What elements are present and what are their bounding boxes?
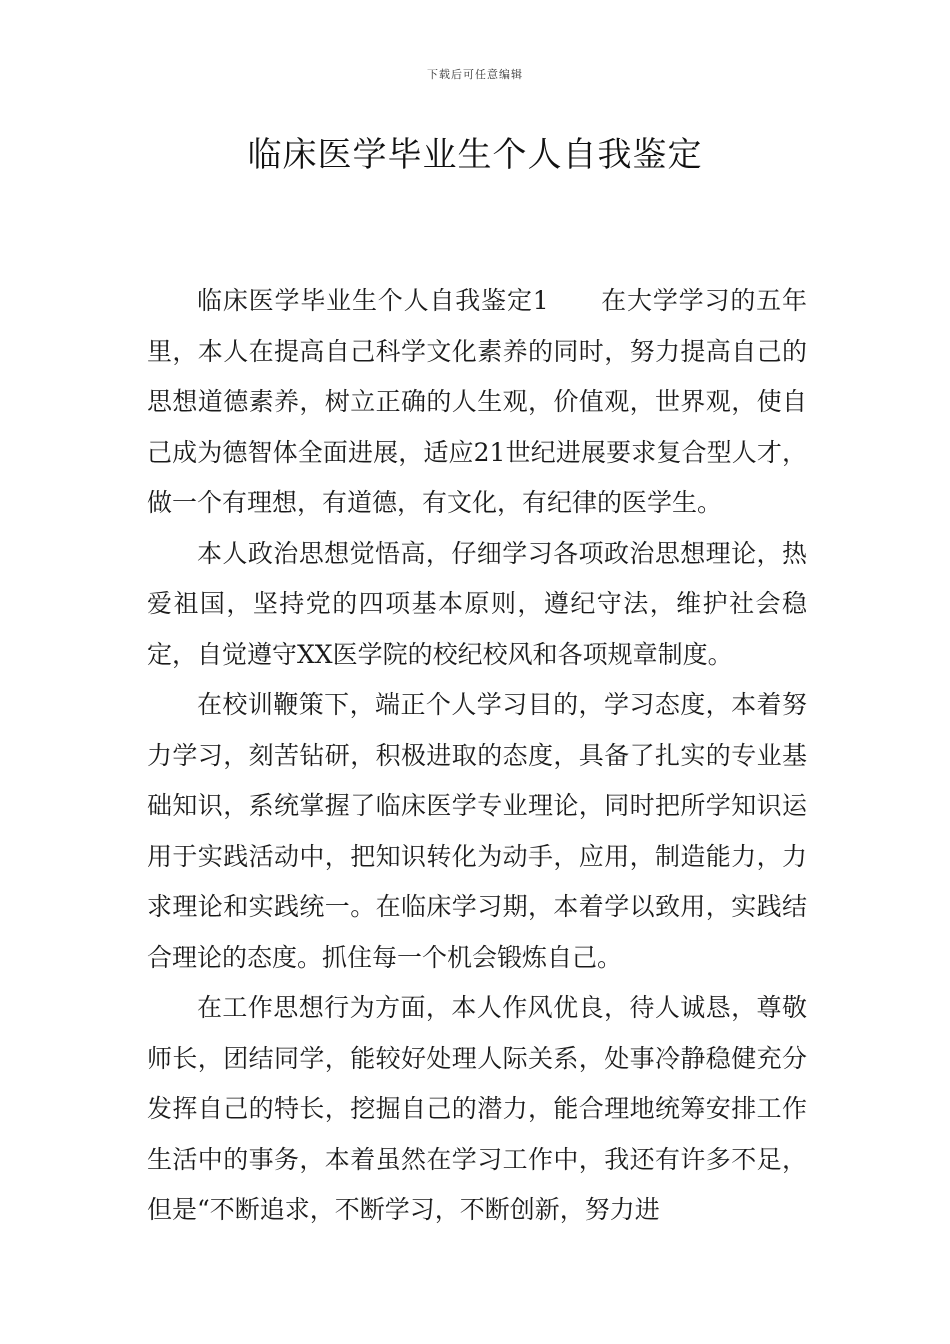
document-title: 临床医学毕业生个人自我鉴定	[247, 135, 703, 175]
paragraph-4: 在工作思想行为方面，本人作风优良，待人诚恳，尊敬师长，团结同学，能较好处理人际关系，处事冷静稳健充分发挥自己的特长，挖掘自己的潜力，能合理地统筹安排工作生活中的事务，本着虽然在学习工作中，我还有许多不足，但是“不断追求，不断学习，不断创新，努力进	[147, 993, 807, 1224]
paragraph-3: 在校训鞭策下，端正个人学习目的，学习态度，本着努力学习，刻苦钻研，积极进取的态度，具备了扎实的专业基础知识，系统掌握了临床医学专业理论，同时把所学知识运用于实践活动中，把知识转化为动手，应用，制造能力，力求理论和实践统一。在临床学习期，本着学以致用，实践结合理论的态度。抓住每一个机会锻炼自己。	[147, 690, 807, 972]
header-note: 下载后可任意编辑	[427, 68, 523, 81]
document-body	[147, 276, 807, 1236]
paragraph-1: 临床医学毕业生个人自我鉴定1 在大学学习的五年里，本人在提高自己科学文化素养的同时，努力提高自己的思想道德素养，树立正确的人生观，价值观，世界观，使自己成为德智体全面进展，适应21世纪进展要求复合型人才，做一个有理想，有道德，有文化，有纪律的医学生。	[147, 286, 807, 517]
paragraph-2: 本人政治思想觉悟高，仔细学习各项政治思想理论，热爱祖国，坚持党的四项基本原则，遵纪守法，维护社会稳定，自觉遵守XX医学院的校纪校风和各项规章制度。	[147, 538, 807, 669]
